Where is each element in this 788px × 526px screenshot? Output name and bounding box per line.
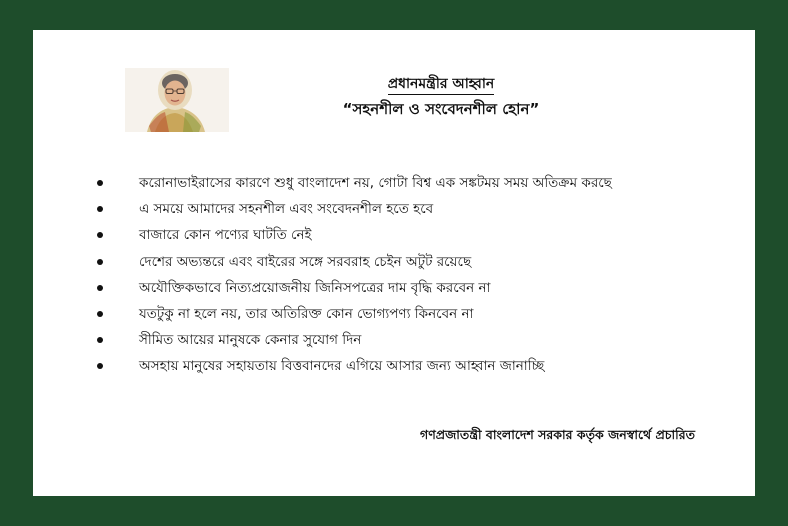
list-item-text: বাজারে কোন পণ্যের ঘাটতি নেই	[139, 227, 312, 244]
list-item-text: দেশের অভ্যন্তরে এবং বাইরের সঙ্গে সরবরাহ চেইন অটুট রয়েছে	[139, 253, 472, 270]
list-item-text: সীমিত আয়ের মানুষকে কেনার সুযোগ দিন	[139, 332, 362, 349]
bullet-icon	[97, 363, 103, 369]
bullet-icon	[97, 206, 103, 212]
list-item	[93, 225, 733, 251]
bullet-icon	[97, 311, 103, 317]
bullet-icon	[97, 337, 103, 343]
portrait-photo-icon	[125, 68, 229, 132]
notice-card	[33, 30, 755, 496]
appeal-list	[93, 173, 733, 383]
notice-header	[291, 73, 591, 119]
list-item	[93, 330, 733, 356]
list-item-text: করোনাভাইরাসের কারণে শুধু বাংলাদেশ নয়, গোটা বিশ্ব এক সঙ্কটময় সময় অতিক্রম করছে	[139, 175, 612, 191]
list-item-text: অযৌক্তিকভাবে নিত্যপ্রয়োজনীয় জিনিসপত্রের দাম বৃদ্ধি করবেন না	[139, 279, 491, 296]
footer-credit: গণপ্রজাতন্ত্রী বাংলাদেশ সরকার কর্তৃক জনস্বার্থে প্রচারিত	[420, 427, 695, 442]
notice-title: প্রধানমন্ত্রীর আহ্বান	[388, 75, 495, 95]
list-item	[93, 173, 733, 199]
list-item	[93, 304, 733, 330]
list-item-text: অসহায় মানুষের সহায়তায় বিত্তবানদের এগিয়ে আসার জন্য আহ্বান জানাচ্ছি	[139, 358, 545, 375]
list-item	[93, 252, 733, 278]
list-item-text: এ সময়ে আমাদের সহনশীল এবং সংবেদনশীল হতে হবে	[139, 201, 434, 218]
list-item	[93, 356, 733, 382]
list-item-text: যতটুকু না হলে নয়, তার অতিরিক্ত কোন ভোগ্যপণ্য কিনবেন না	[139, 305, 474, 322]
list-item	[93, 199, 733, 225]
bullet-icon	[97, 259, 103, 265]
list-item	[93, 278, 733, 304]
bullet-icon	[97, 232, 103, 238]
bullet-icon	[97, 285, 103, 291]
bullet-icon	[97, 180, 103, 186]
notice-subtitle: “সহনশীল ও সংবেদনশীল হোন”	[342, 100, 540, 118]
